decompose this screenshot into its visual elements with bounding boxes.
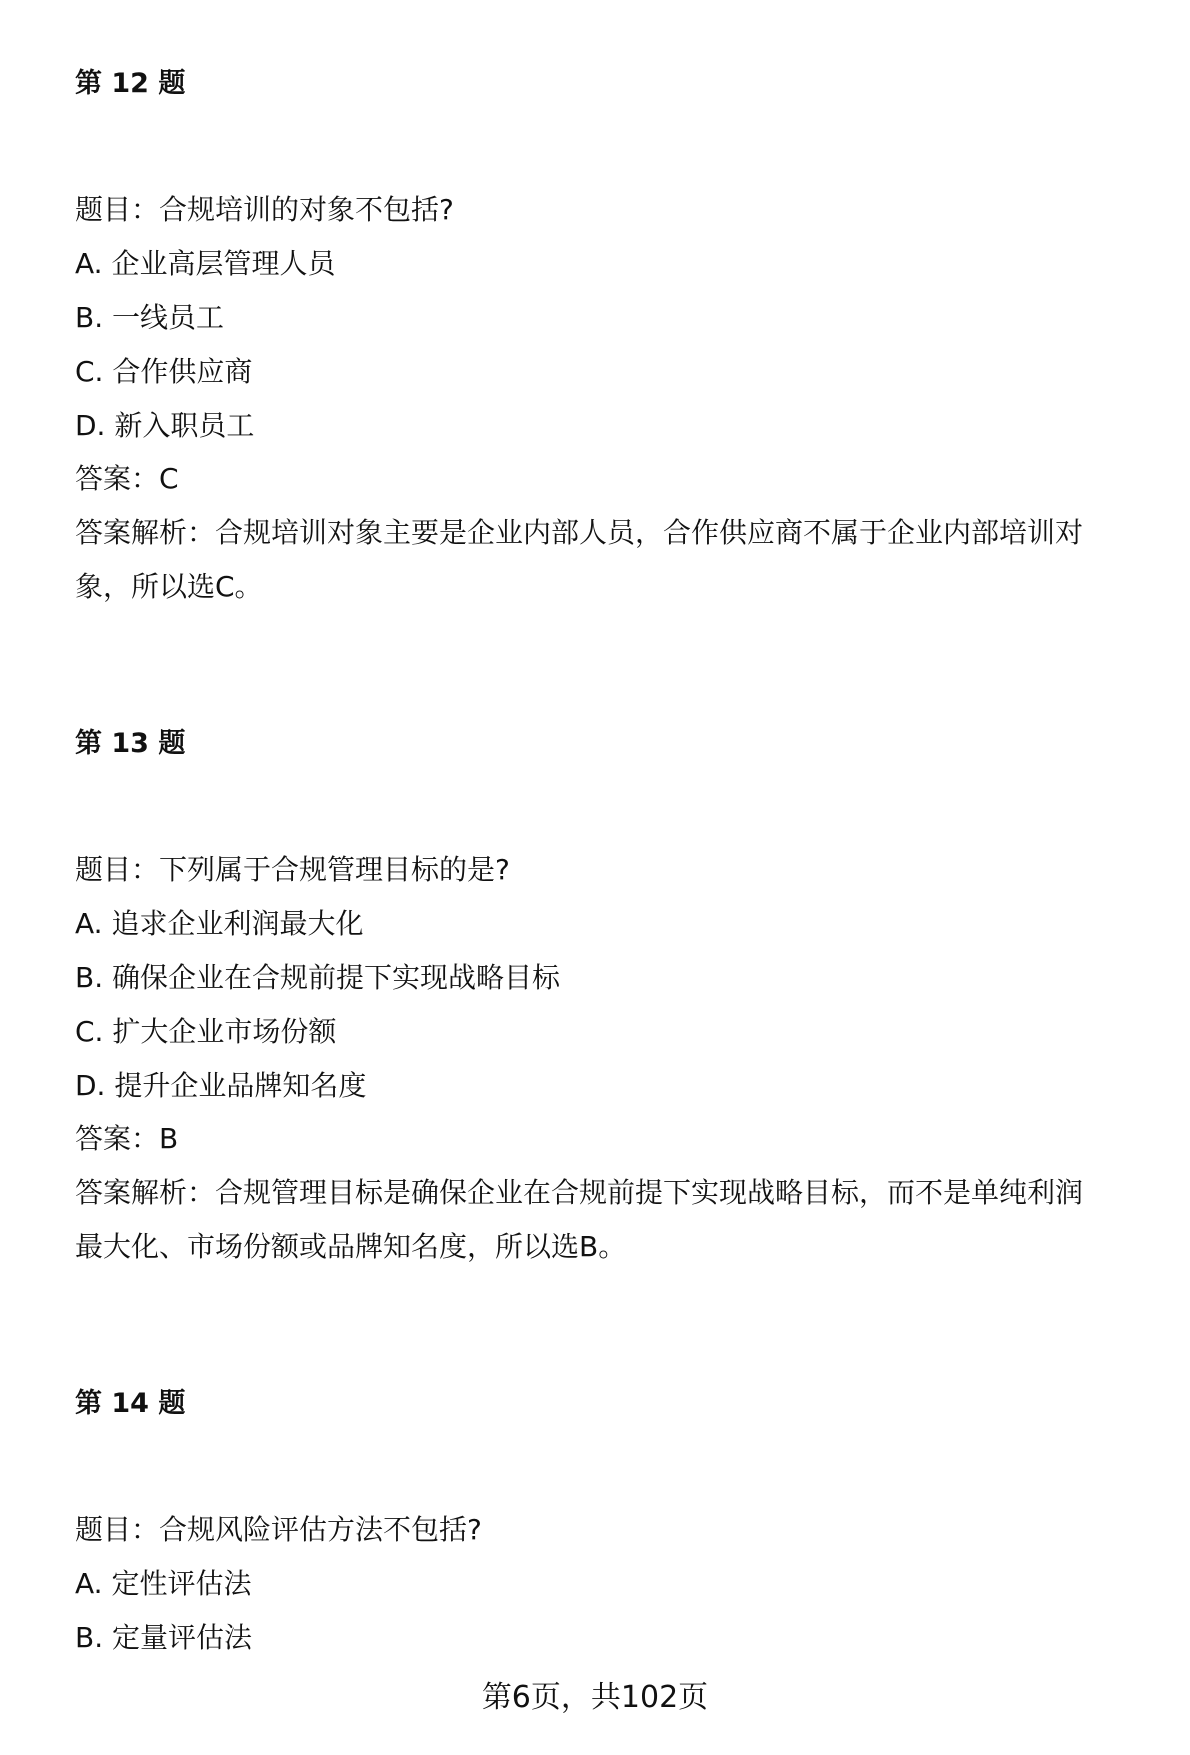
question-12-explanation-line-1: 答案解析：合规培训对象主要是企业内部人员，合作供应商不属于企业内部培训对 [75,516,1084,549]
page-number-footer: 第6页，共102页 [481,1680,709,1715]
question-12-option-b: B. 一线员工 [75,301,225,334]
question-14-option-a: A. 定性评估法 [75,1567,252,1600]
question-12-answer: 答案：C [75,462,179,495]
question-13-explanation-line-2: 最大化、市场份额或品牌知名度，所以选B。 [75,1230,627,1263]
question-12-option-d: D. 新入职员工 [75,409,255,442]
question-12-explanation-line-2: 象，所以选C。 [75,570,263,603]
question-14-option-b: B. 定量评估法 [75,1621,253,1654]
question-13-option-b: B. 确保企业在合规前提下实现战略目标 [75,961,561,994]
question-13-heading: 第 13 题 [75,728,186,759]
question-13-option-a: A. 追求企业利润最大化 [75,907,364,940]
question-12-heading: 第 12 题 [75,68,186,99]
question-14-text: 题目：合规风险评估方法不包括? [75,1513,482,1546]
question-12-text: 题目：合规培训的对象不包括? [75,193,454,226]
question-14-heading: 第 14 题 [75,1388,186,1419]
question-13-option-d: D. 提升企业品牌知名度 [75,1069,367,1102]
question-13-explanation-line-1: 答案解析：合规管理目标是确保企业在合规前提下实现战略目标，而不是单纯利润 [75,1176,1084,1209]
question-13-answer: 答案：B [75,1122,179,1155]
question-13-text: 题目：下列属于合规管理目标的是? [75,853,510,886]
question-13-option-c: C. 扩大企业市场份额 [75,1015,337,1048]
question-12-option-c: C. 合作供应商 [75,355,253,388]
question-12-option-a: A. 企业高层管理人员 [75,247,336,280]
